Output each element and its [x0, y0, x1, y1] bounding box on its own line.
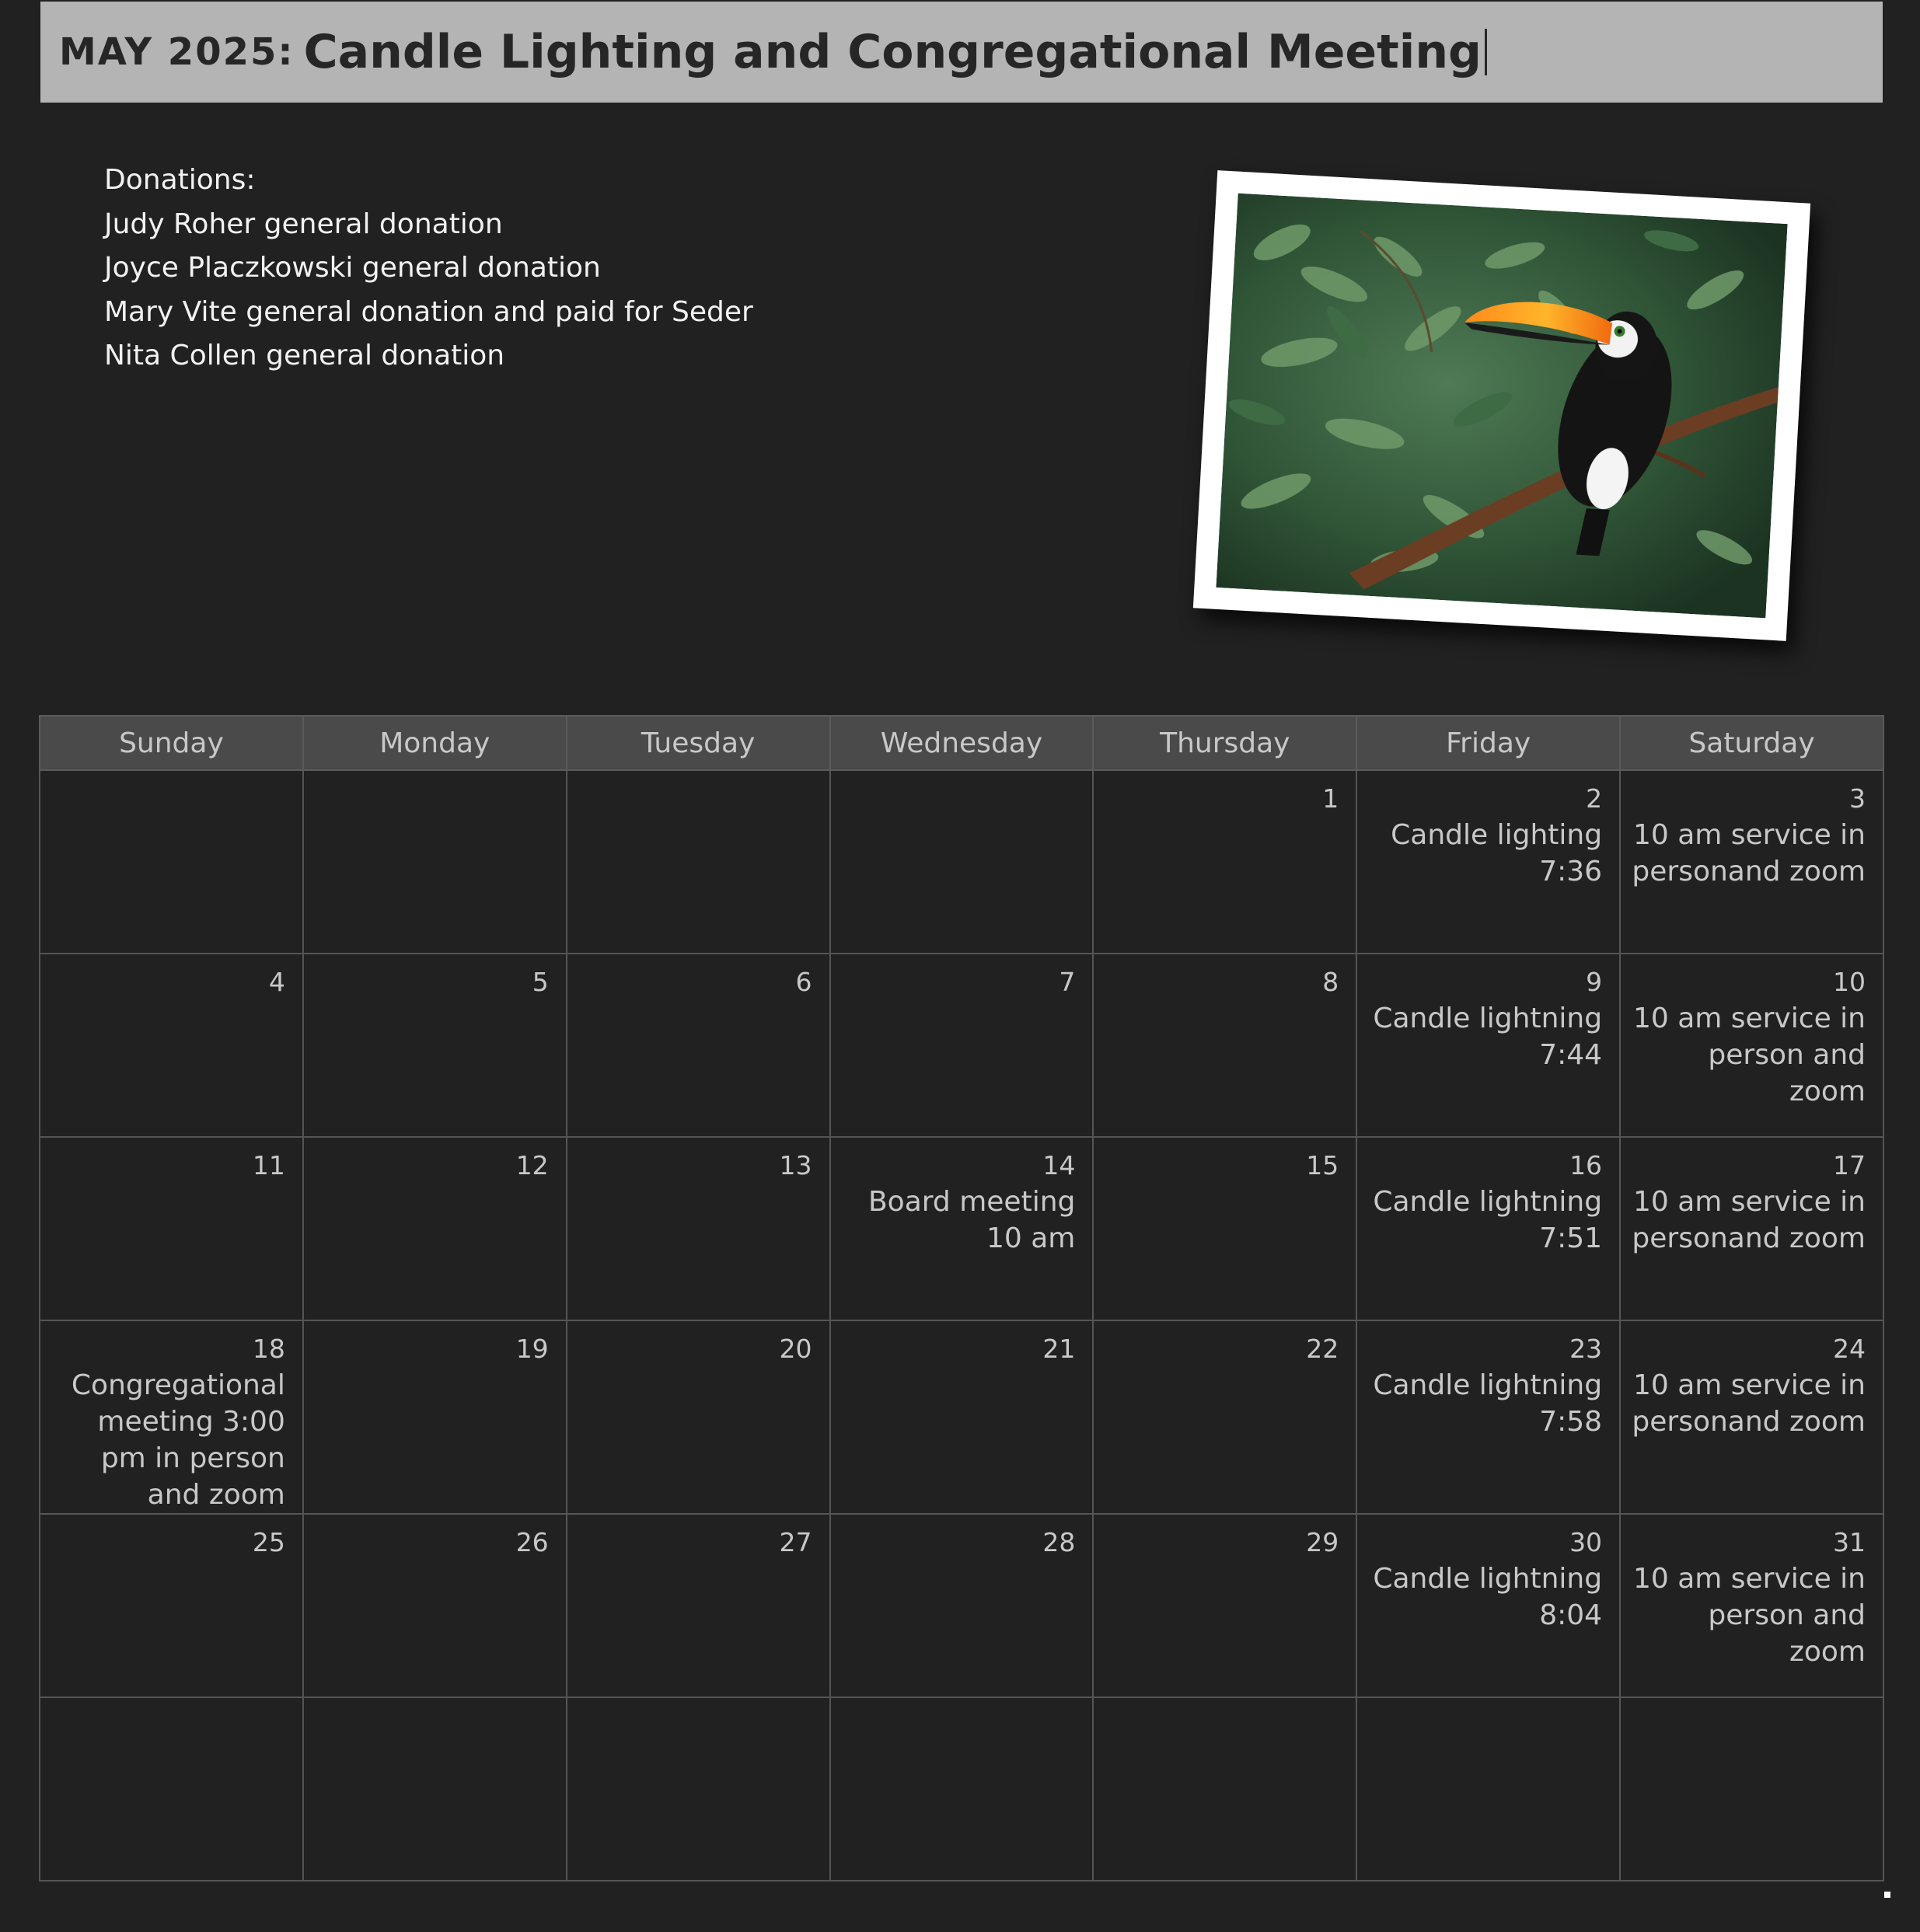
day-cell[interactable] — [830, 770, 1094, 954]
day-cell[interactable] — [40, 1514, 303, 1697]
day-number: 31 — [1833, 1527, 1866, 1557]
day-cell[interactable] — [1620, 770, 1883, 954]
day-cell[interactable] — [1093, 954, 1356, 1137]
day-cell[interactable] — [40, 1697, 303, 1881]
weekday-header-friday: Friday — [1356, 716, 1620, 770]
day-number: 19 — [515, 1334, 549, 1364]
day-number: 6 — [795, 967, 812, 997]
day-cell[interactable] — [830, 1697, 1094, 1881]
day-number: 2 — [1586, 783, 1603, 814]
donation-item: Mary Vite general donation and paid for Seder — [104, 295, 753, 328]
week-row — [40, 1137, 1883, 1320]
day-cell[interactable] — [1093, 1320, 1356, 1514]
day-number: 30 — [1569, 1527, 1603, 1557]
day-number: 15 — [1306, 1150, 1339, 1180]
day-cell[interactable] — [1356, 1697, 1620, 1881]
day-cell[interactable] — [1093, 1697, 1356, 1881]
day-number: 20 — [779, 1334, 812, 1364]
day-number: 14 — [1042, 1150, 1076, 1180]
title-bar — [40, 2, 1883, 103]
day-number: 25 — [252, 1527, 285, 1557]
title-month: MAY 2025: — [59, 30, 295, 74]
day-cell[interactable] — [1620, 1697, 1883, 1881]
day-cell[interactable] — [1356, 1137, 1620, 1320]
day-cell[interactable] — [830, 1137, 1094, 1320]
day-cell[interactable] — [830, 1320, 1094, 1514]
day-cell[interactable] — [1093, 1137, 1356, 1320]
day-event: Candle lighting 7:36 — [1391, 819, 1603, 888]
day-event: Candle lightning 7:44 — [1373, 1003, 1603, 1071]
day-number: 29 — [1306, 1527, 1339, 1557]
week-row — [40, 1320, 1883, 1514]
day-number: 7 — [1059, 967, 1076, 997]
day-cell[interactable] — [303, 1320, 567, 1514]
day-cell[interactable] — [1620, 1514, 1883, 1697]
resize-handle[interactable] — [1884, 1892, 1890, 1898]
day-number: 22 — [1306, 1334, 1339, 1364]
day-cell[interactable] — [303, 1137, 567, 1320]
week-row — [40, 1697, 1883, 1881]
week-row — [40, 954, 1883, 1137]
day-event: 10 am service in personand zoom — [1632, 1369, 1866, 1438]
day-cell[interactable] — [40, 1137, 303, 1320]
day-cell[interactable] — [567, 1137, 830, 1320]
day-cell[interactable] — [303, 954, 567, 1137]
day-cell[interactable] — [567, 1697, 830, 1881]
day-cell[interactable] — [303, 770, 567, 954]
day-number: 24 — [1833, 1334, 1866, 1364]
day-cell[interactable] — [567, 954, 830, 1137]
day-cell[interactable] — [567, 770, 830, 954]
toucan-image — [1216, 194, 1787, 619]
day-event: Candle lightning 7:58 — [1373, 1369, 1603, 1438]
day-number: 13 — [779, 1150, 812, 1180]
month-calendar — [39, 715, 1884, 1881]
day-number: 5 — [532, 967, 549, 997]
day-event: 10 am service in personand zoom — [1632, 819, 1866, 888]
weekday-header-wednesday: Wednesday — [830, 716, 1094, 770]
day-event: 10 am service in person and zoom — [1632, 1003, 1866, 1107]
toucan-photo[interactable] — [1193, 170, 1810, 641]
day-cell[interactable] — [1356, 770, 1620, 954]
text-cursor — [1485, 29, 1487, 75]
donations-heading: Donations: — [104, 164, 256, 196]
page-title[interactable]: Candle Lighting and Congregational Meeting — [303, 25, 1482, 79]
day-number: 8 — [1322, 967, 1339, 997]
day-cell[interactable] — [40, 770, 303, 954]
day-cell[interactable] — [1356, 954, 1620, 1137]
weekday-header-thursday: Thursday — [1093, 716, 1356, 770]
day-cell[interactable] — [567, 1514, 830, 1697]
donations-list — [104, 159, 753, 378]
donation-item: Joyce Placzkowski general donation — [104, 252, 601, 284]
day-number: 12 — [515, 1150, 549, 1180]
day-event: Candle lightning 8:04 — [1373, 1563, 1603, 1631]
day-cell[interactable] — [40, 954, 303, 1137]
day-number: 28 — [1042, 1527, 1076, 1557]
day-cell[interactable] — [1356, 1320, 1620, 1514]
day-number: 11 — [252, 1150, 285, 1180]
weekday-header-row — [40, 716, 1883, 770]
day-cell[interactable] — [1356, 1514, 1620, 1697]
day-cell[interactable] — [1620, 1137, 1883, 1320]
day-number: 23 — [1569, 1334, 1603, 1364]
day-number: 27 — [779, 1527, 812, 1557]
weekday-header-sunday: Sunday — [40, 716, 303, 770]
day-number: 4 — [268, 967, 285, 997]
day-cell[interactable] — [567, 1320, 830, 1514]
day-number: 10 — [1833, 967, 1866, 997]
day-cell[interactable] — [40, 1320, 303, 1514]
day-number: 18 — [252, 1334, 285, 1364]
day-number: 3 — [1849, 783, 1866, 814]
day-number: 21 — [1042, 1334, 1076, 1364]
donation-item: Judy Roher general donation — [104, 207, 503, 240]
week-row — [40, 1514, 1883, 1697]
day-cell[interactable] — [1620, 1320, 1883, 1514]
day-number: 16 — [1569, 1150, 1603, 1180]
day-cell[interactable] — [830, 954, 1094, 1137]
day-event: Board meeting 10 am — [867, 1186, 1076, 1254]
day-event: Candle lightning 7:51 — [1373, 1186, 1603, 1254]
week-row — [40, 770, 1883, 954]
day-number: 1 — [1322, 783, 1339, 814]
weekday-header-monday: Monday — [303, 716, 567, 770]
day-event: 10 am service in person and zoom — [1632, 1563, 1866, 1668]
day-number: 9 — [1586, 967, 1603, 997]
weekday-header-saturday: Saturday — [1620, 716, 1883, 770]
day-cell[interactable] — [830, 1514, 1094, 1697]
day-cell[interactable] — [1093, 1514, 1356, 1697]
day-number: 26 — [515, 1527, 549, 1557]
day-cell[interactable] — [1093, 770, 1356, 954]
day-number: 17 — [1833, 1150, 1866, 1180]
day-cell[interactable] — [303, 1514, 567, 1697]
weekday-header-tuesday: Tuesday — [567, 716, 830, 770]
day-cell[interactable] — [1620, 954, 1883, 1137]
day-cell[interactable] — [303, 1697, 567, 1881]
donation-item: Nita Collen general donation — [104, 340, 505, 371]
day-event: Congregational meeting 3:00 pm in person and zoom — [71, 1369, 285, 1511]
day-event: 10 am service in personand zoom — [1632, 1186, 1866, 1254]
